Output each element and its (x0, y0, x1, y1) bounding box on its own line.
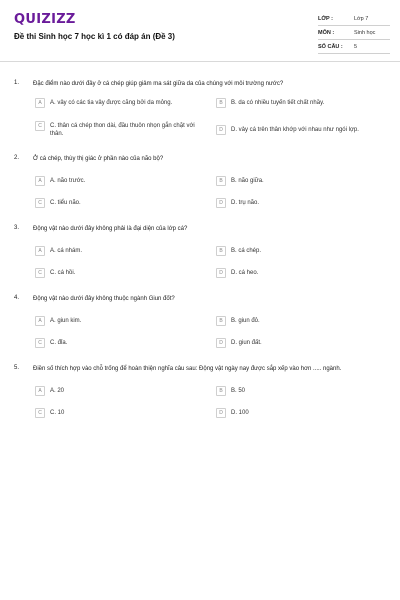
option-text: D. 100 (231, 410, 249, 416)
question-text: Động vật nào dưới đây không thuộc ngành Giun đốt? (33, 296, 175, 302)
meta-label: LỚP : (318, 15, 333, 22)
option-key-box: C (35, 408, 45, 418)
option-text: A. não trước. (50, 178, 86, 184)
option-text: C. thân cá chép thon dài, đầu thuôn nhọn gắn chặt với thân. (50, 123, 195, 137)
option-text: C. đỉa. (50, 340, 68, 346)
option-b[interactable] (216, 177, 376, 186)
option-text: A. 20 (50, 388, 65, 394)
option-key-box: D (216, 125, 226, 135)
option-key-box: D (216, 268, 226, 278)
meta-value: 5 (354, 43, 358, 50)
question-number: 2. (14, 155, 20, 161)
option-a[interactable] (35, 247, 195, 256)
question-text: Điền số thích hợp vào chỗ trống để hoàn thiện nghĩa câu sau: Động vật ngày nay được sắp xếp vào hơn ..... ngành. (33, 366, 342, 372)
option-key-box: A (35, 386, 45, 396)
meta-row-class (318, 12, 390, 26)
meta-value: Sinh học (354, 29, 376, 36)
option-key-box: A (35, 316, 45, 326)
option-text: A. cá nhám. (50, 248, 83, 254)
option-key-box: A (35, 176, 45, 186)
option-c[interactable] (35, 269, 195, 278)
option-key-box: D (216, 338, 226, 348)
option-a[interactable] (35, 99, 195, 108)
question-text: Động vật nào dưới đây không phải là đại diện của lớp cá? (33, 226, 188, 232)
option-d[interactable] (216, 269, 376, 278)
document-title: Đề thi Sinh học 7 học kì 1 có đáp án (Đề 3) (14, 32, 175, 41)
option-b[interactable] (216, 317, 376, 326)
option-text: B. não giữa. (231, 178, 264, 184)
meta-label: MÔN : (318, 29, 335, 36)
meta-row-subject (318, 26, 390, 40)
question-text: Ở cá chép, thùy thị giác ở phần nào của não bộ? (33, 156, 164, 162)
option-text: B. cá chép. (231, 248, 262, 254)
option-text: B. da có nhiều tuyến tiết chất nhầy. (231, 100, 325, 106)
option-text: D. giun đất. (231, 340, 262, 346)
option-key-box: C (35, 121, 45, 131)
option-key-box: C (35, 268, 45, 278)
option-c[interactable] (35, 199, 195, 208)
meta-label: SỐ CÂU : (318, 43, 343, 50)
option-key-box: B (216, 316, 226, 326)
option-key-box: A (35, 98, 45, 108)
option-text: D. trụ não. (231, 200, 260, 206)
option-text: D. cá heo. (231, 270, 259, 276)
meta-row-count (318, 40, 390, 54)
option-text: B. 50 (231, 388, 246, 394)
option-key-box: D (216, 198, 226, 208)
option-d[interactable] (216, 126, 376, 135)
question-text: Đặc điểm nào dưới đây ở cá chép giúp giảm ma sát giữa da của chúng với môi trường nước? (33, 81, 284, 87)
option-a[interactable] (35, 387, 195, 396)
option-a[interactable] (35, 317, 195, 326)
option-key-box: D (216, 408, 226, 418)
option-key-box: C (35, 198, 45, 208)
option-d[interactable] (216, 409, 376, 418)
document-header (0, 0, 400, 62)
meta-value: Lớp 7 (354, 15, 369, 22)
option-b[interactable] (216, 387, 376, 396)
option-text: D. vảy cá trên thân khớp với nhau như ngói lợp. (231, 127, 359, 133)
question-number: 1. (14, 80, 20, 86)
option-key-box: B (216, 246, 226, 256)
question-number: 4. (14, 295, 20, 301)
option-b[interactable] (216, 247, 376, 256)
option-key-box: C (35, 338, 45, 348)
quizizz-logo: QUIZIZZ (14, 12, 76, 27)
option-key-box: B (216, 98, 226, 108)
option-c[interactable] (35, 339, 195, 348)
option-c[interactable] (35, 409, 195, 418)
option-text: A. vây có các tia vây được căng bởi da mỏng. (50, 100, 173, 106)
option-d[interactable] (216, 199, 376, 208)
option-text: C. cá hồi. (50, 270, 76, 276)
option-key-box: B (216, 386, 226, 396)
question-number: 3. (14, 225, 20, 231)
option-d[interactable] (216, 339, 376, 348)
option-text: C. 10 (50, 410, 65, 416)
option-key-box: B (216, 176, 226, 186)
option-b[interactable] (216, 99, 376, 108)
option-text: A. giun kim. (50, 318, 82, 324)
option-key-box: A (35, 246, 45, 256)
option-text: B. giun đỏ. (231, 318, 260, 324)
option-c[interactable] (35, 122, 195, 138)
meta-table (318, 12, 390, 54)
option-text: C. tiểu não. (50, 200, 81, 206)
question-number: 5. (14, 365, 20, 371)
option-a[interactable] (35, 177, 195, 186)
